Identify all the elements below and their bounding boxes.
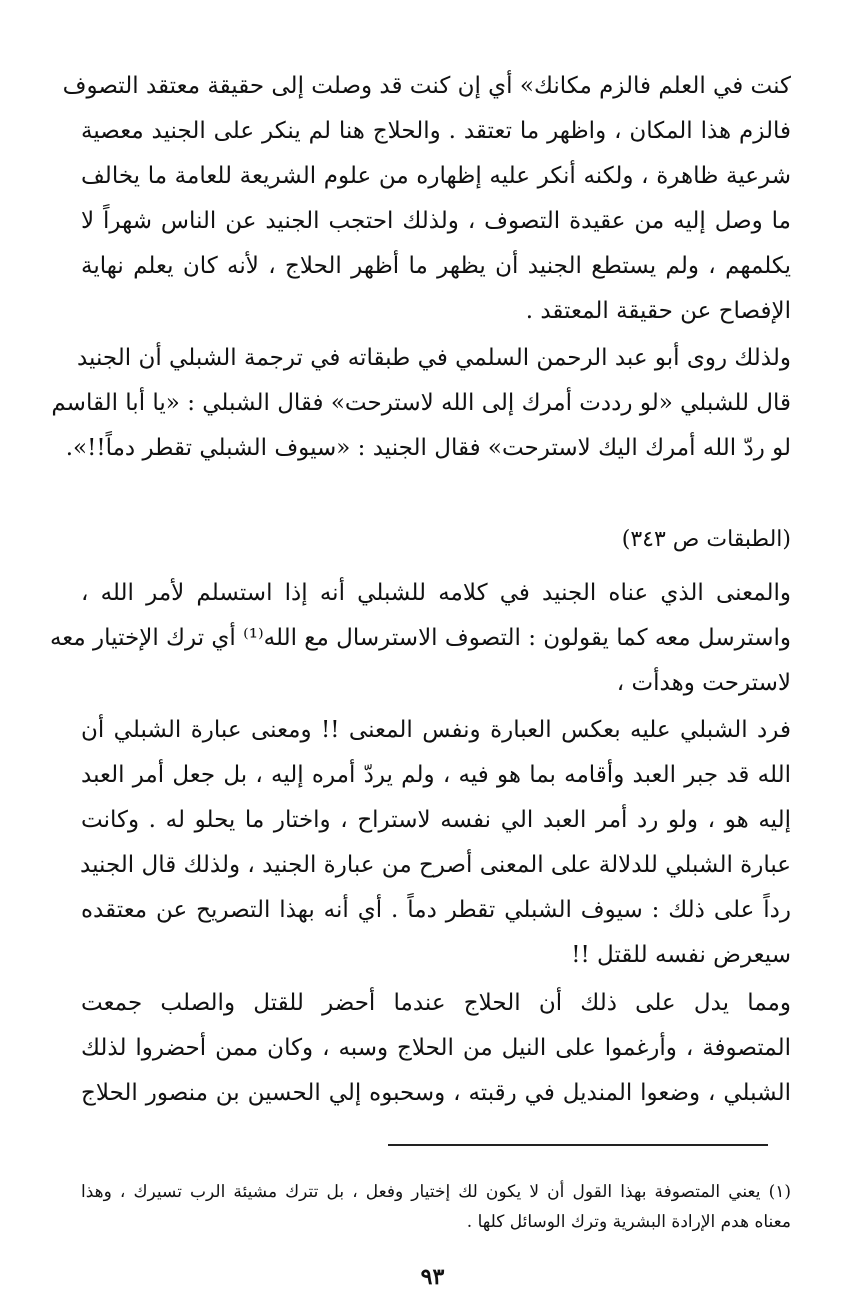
body-line-6: الإفصاح عن حقيقة المعتقد . xyxy=(525,298,791,324)
body-line-19: ومما يدل على ذلك أن الحلاج عندما أحضر للقتل والصلب جمعت xyxy=(81,990,791,1016)
body-line-4: ما وصل إليه من عقيدة التصوف ، ولذلك احتجب الجنيد عن الناس شهراً لا xyxy=(81,208,791,234)
body-line-7: ولذلك روى أبو عبد الرحمن السلمي في طبقاته في ترجمة الشبلي أن الجنيد xyxy=(76,345,791,371)
page-number: ٩٣ xyxy=(420,1264,445,1290)
footnote-separator xyxy=(388,1144,768,1146)
body-line-12: لاسترحت وهدأت ، xyxy=(616,670,791,696)
body-line-20: المتصوفة ، وأرغموا على النيل من الحلاج وسبه ، وكان ممن أحضروا لذلك xyxy=(81,1035,791,1061)
body-line-10: والمعنى الذي عناه الجنيد في كلامه للشبلي أنه إذا استسلم لأمر الله ، xyxy=(81,580,791,606)
body-line-14: الله قد جبر العبد وأقامه بما هو فيه ، ولم يردّ أمره إليه ، بل جعل أمر العبد xyxy=(81,762,791,788)
body-line-16: عبارة الشبلي للدلالة على المعنى أصرح من عبارة الجنيد ، ولذلك قال الجنيد xyxy=(80,852,791,878)
body-line-11: واسترسل معه كما يقولون : التصوف الاسترسال مع الله⁽¹⁾ أي ترك الإختيار معه xyxy=(49,625,791,651)
body-line-21: الشبلي ، وضعوا المنديل في رقبته ، وسحبوه إلي الحسين بن منصور الحلاج xyxy=(81,1080,791,1106)
body-line-8: قال للشبلي «لو رددت أمرك إلى الله لاسترحت» فقال الشبلي : «يا أبا القاسم xyxy=(51,390,791,416)
body-line-3: شرعية ظاهرة ، ولكنه أنكر عليه إظهاره من علوم الشريعة للعامة ما يخالف xyxy=(81,163,791,189)
body-line-18: سيعرض نفسه للقتل !! xyxy=(571,942,791,968)
body-line-1: كنت في العلم فالزم مكانك» أي إن كنت قد وصلت إلى حقيقة معتقد التصوف xyxy=(62,73,791,99)
body-line-15: إليه هو ، ولو رد أمر العبد الي نفسه لاستراح ، واختار ما يحلو له . وكانت xyxy=(81,807,791,833)
body-line-5: يكلمهم ، ولم يستطع الجنيد أن يظهر ما أظهر الحلاج ، لأنه كان يعلم نهاية xyxy=(81,253,791,279)
body-line-17: رداً على ذلك : سيوف الشبلي تقطر دماً . أي أنه بهذا التصريح عن معتقده xyxy=(81,897,791,923)
footnote-line-1: (١) يعني المتصوفة بهذا القول أن لا يكون لك إختيار وفعل ، بل تترك مشيئة الرب تسيرك ، وهذا xyxy=(81,1182,791,1202)
body-line-2: فالزم هذا المكان ، واظهر ما تعتقد . والحلاج هنا لم ينكر على الجنيد معصية xyxy=(81,118,791,144)
source-citation: (الطبقات ص ٣٤٣) xyxy=(621,527,791,552)
body-line-13: فرد الشبلي عليه بعكس العبارة ونفس المعنى !! ومعنى عبارة الشبلي أن xyxy=(81,717,791,743)
footnote-line-2: معناه هدم الإرادة البشرية وترك الوسائل كلها . xyxy=(466,1212,791,1232)
body-line-9: لو ردّ الله أمرك اليك لاسترحت» فقال الجنيد : «سيوف الشبلي تقطر دماً!!». xyxy=(65,435,791,461)
